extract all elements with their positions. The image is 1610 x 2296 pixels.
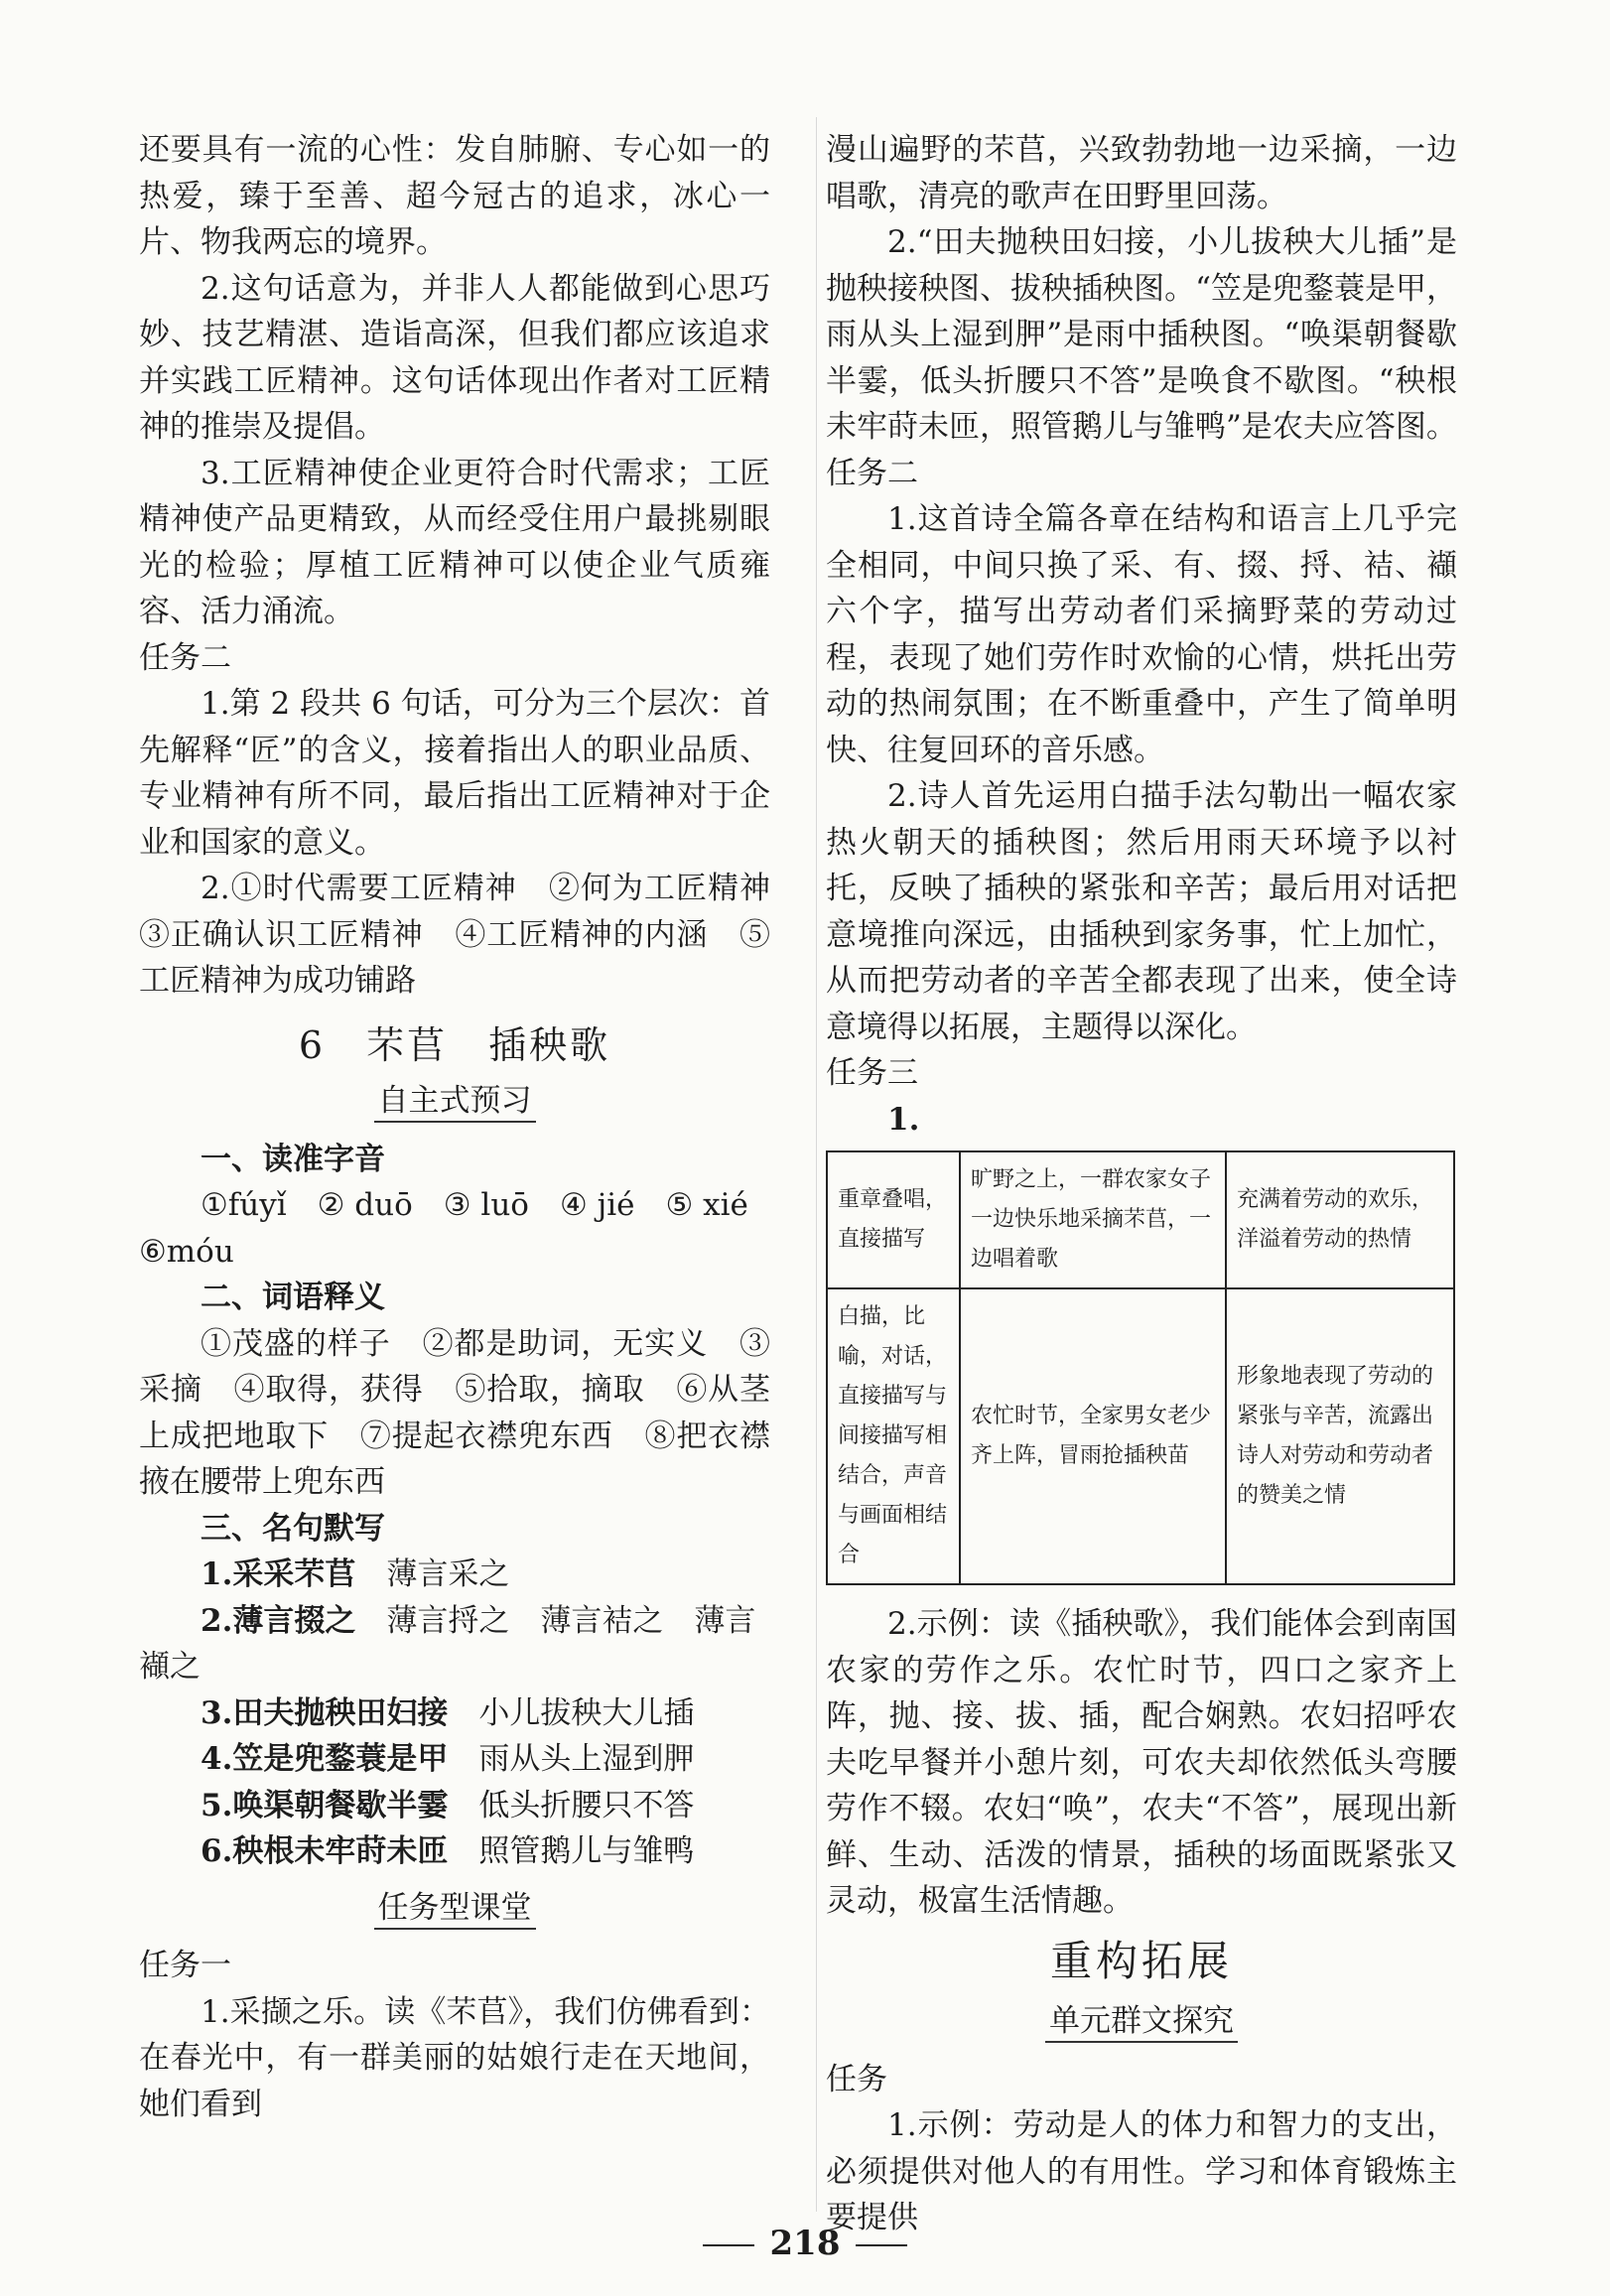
quote-part: 1.采采芣苢 — [201, 1556, 356, 1592]
quote-line — [139, 1828, 770, 1875]
page-number — [0, 2224, 1610, 2263]
quote-part: 低头折腰只不答 — [478, 1787, 695, 1823]
table-cell: 旷野之上，一群农家女子一边快乐地采摘芣苢，一边唱着歌 — [960, 1151, 1226, 1288]
quote-line — [139, 1690, 770, 1737]
paragraph: 2.诗人首先运用白描手法勾勒出一幅农家热火朝天的插秧图；然后用雨天环境予以衬托，反映了插秧的紧张和辛苦；最后用对话把意境推向深远，由插秧到家务事，忙上加忙，从而把劳动者的辛苦全都表现了出来，使全诗意境得以拓展，主题得以深化。 — [826, 778, 1457, 1045]
paragraph: 2.这句话意为，并非人人都能做到心思巧妙、技艺精湛、造诣高深，但我们都应该追求并实践工匠精神。这句话体现出作者对工匠精神的推崇及提倡。 — [139, 270, 770, 445]
task-heading: 任务三 — [826, 1055, 918, 1091]
task-heading: 任务二 — [826, 455, 918, 491]
paragraph: 1.采撷之乐。读《芣苢》，我们仿佛看到：在春光中，有一群美丽的姑娘行走在天地间，她们看到 — [139, 1993, 770, 2122]
quote-part: 6.秧根未牢莳未匝 — [201, 1833, 449, 1869]
pinyin-answers: ①fúyǐ ② duō ③ luō ④ jié ⑤ xié — [201, 1187, 748, 1223]
paragraph: 1.这首诗全篇各章在结构和语言上几乎完全相同，中间只换了采、有、掇、捋、袺、襭六个字，描写出劳动者们采摘野菜的劳动过程，表现了她们劳作时欢愉的心情，烘托出劳动的热闹氛围；在不断重叠中，产生了简单明快、往复回环的音乐感。 — [826, 501, 1457, 768]
group-title: 单元群文探究 — [1045, 2003, 1238, 2043]
quote-part: 薄言袺之 — [540, 1602, 664, 1639]
subsection-heading: 三、名句默写 — [201, 1510, 385, 1547]
quote-part: 薄言采之 — [386, 1556, 510, 1592]
task-heading: 任务 — [826, 2061, 887, 2097]
table-cell: 重章叠唱，直接描写 — [827, 1151, 960, 1288]
quote-part: 薄言 — [694, 1602, 756, 1639]
quote-line — [139, 1598, 770, 1645]
quote-part: 3.田夫抛秧田妇接 — [201, 1694, 449, 1731]
page-number-text: 218 — [769, 2224, 841, 2263]
item-number: 1. — [887, 1101, 920, 1138]
quote-line — [139, 1736, 770, 1783]
quote-part: 4.笠是兜鍪蓑是甲 — [201, 1741, 449, 1777]
column-divider — [816, 117, 817, 2212]
task-heading: 任务一 — [139, 1948, 231, 1983]
paragraph: 2.①时代需要工匠精神 ②何为工匠精神 ③正确认识工匠精神 ④工匠精神的内涵 ⑤工匠精神为成功铺路 — [139, 871, 801, 999]
paragraph: 1.第 2 段共 6 句话，可分为三个层次：首先解释“匠”的含义，接着指出人的职业品质、专业精神有所不同，最后指出工匠精神对于企业和国家的意义。 — [139, 686, 770, 861]
lesson-title: 6 芣苢 插秧歌 — [298, 1022, 611, 1067]
paragraph: 还要具有一流的心性：发自肺腑、专心如一的热爱，臻于至善、超今冠古的追求，冰心一片、物我两忘的境界。 — [139, 132, 770, 260]
pinyin-answers: ⑥móu — [139, 1233, 234, 1270]
quote-line: 襭之 — [139, 1649, 201, 1685]
left-column — [139, 127, 801, 2127]
quote-part: 雨从头上湿到胛 — [478, 1741, 695, 1777]
dash-right — [856, 2244, 907, 2246]
paragraph: 2.“田夫抛秧田妇接，小儿拔秧大儿插”是抛秧接秧图、拔秧插秧图。“笠是兜鍪蓑是甲，雨从头上湿到胛”是雨中插秧图。“唤渠朝餐歇半霎，低头折腰只不答”是唤食不歇图。“秧根未牢莳未匝，照管鹅儿与雏鸭”是农夫应答图。 — [826, 224, 1457, 445]
right-column — [826, 127, 1457, 2241]
paragraph: 1.示例：劳动是人的体力和智力的支出，必须提供对他人的有用性。学习和体育锻炼主要提供 — [826, 2107, 1457, 2235]
quote-part: 2.薄言掇之 — [201, 1602, 356, 1639]
quote-part: 5.唤渠朝餐歇半霎 — [201, 1787, 449, 1823]
quote-line — [139, 1783, 770, 1829]
table-cell: 农忙时节，全家男女老少齐上阵，冒雨抢插秧苗 — [960, 1288, 1226, 1584]
table-row — [827, 1151, 1454, 1288]
quote-line — [139, 1552, 770, 1598]
section-title: 重构拓展 — [1049, 1936, 1233, 1985]
table-cell: 形象地表现了劳动的紧张与辛苦，流露出诗人对劳动和劳动者的赞美之情 — [1226, 1288, 1454, 1584]
task-heading: 任务二 — [139, 639, 231, 676]
preview-heading — [139, 1078, 770, 1125]
paragraph: 2.示例：读《插秧歌》，我们能体会到南国农家的劳作之乐。农忙时节，四口之家齐上阵，抛、接、拔、插，配合娴熟。农妇招呼农夫吃早餐并小憩片刻，可农夫却依然低头弯腰劳作不辍。农妇“唤”，农夫“不答”，展现出新鲜、生动、活泼的情景，插秧的场面既紧张又灵动，极富生活情趣。 — [826, 1606, 1457, 1919]
quote-part: 薄言捋之 — [386, 1602, 510, 1639]
subsection-heading: 一、读准字音 — [201, 1141, 385, 1177]
table-row — [827, 1288, 1454, 1584]
class-heading — [139, 1885, 770, 1932]
group-heading — [826, 1998, 1457, 2045]
analysis-table — [826, 1150, 1455, 1585]
class-title: 任务型课堂 — [374, 1890, 536, 1930]
dash-left — [703, 2244, 754, 2246]
preview-title: 自主式预习 — [374, 1083, 536, 1123]
table-cell: 充满着劳动的欢乐，洋溢着劳动的热情 — [1226, 1151, 1454, 1288]
table-cell: 白描，比喻，对话，直接描写与间接描写相结合，声音与画面相结合 — [827, 1288, 960, 1584]
paragraph: 漫山遍野的芣苢，兴致勃勃地一边采摘，一边唱歌，清亮的歌声在田野里回荡。 — [826, 132, 1457, 214]
paragraph: 3.工匠精神使企业更符合时代需求；工匠精神使产品更精致，从而经受住用户最挑剔眼光的检验；厚植工匠精神可以使企业气质雍容、活力涌流。 — [139, 455, 770, 629]
word-meanings: ①茂盛的样子 ②都是助词，无实义 ③采摘 ④取得，获得 ⑤拾取，摘取 ⑥从茎上成把地取下 ⑦提起衣襟兜东西 ⑧把衣襟掖在腰带上兜东西 — [139, 1325, 770, 1500]
quote-part: 小儿拔秧大儿插 — [478, 1694, 695, 1731]
subsection-heading: 二、词语释义 — [201, 1280, 385, 1315]
quote-part: 照管鹅儿与雏鸭 — [478, 1833, 695, 1869]
